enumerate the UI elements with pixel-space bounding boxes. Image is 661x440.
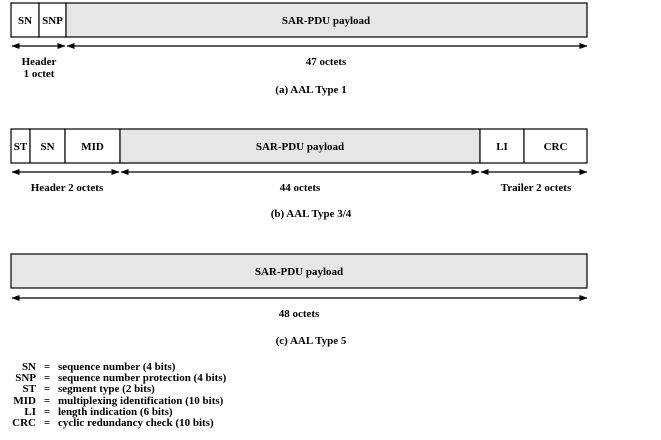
type34-header-dimension-label: Header 2 octets (30, 182, 104, 194)
type34-li-label: LI (496, 141, 508, 153)
legend-abbr: LI (24, 405, 36, 418)
aal-type5-diagram (11, 254, 587, 347)
legend-description: multiplexing identification (10 bits) (58, 394, 224, 407)
aal-type34-diagram (11, 129, 587, 220)
type1-caption: (a) AAL Type 1 (275, 84, 347, 96)
type34-sn-label: SN (40, 141, 55, 153)
aal-type1-diagram (11, 3, 587, 96)
legend-equals: = (43, 417, 51, 430)
legend-abbr: SNP (15, 372, 36, 385)
type34-trailer-dimension-label: Trailer 2 octets (500, 182, 572, 194)
legend-description: length indication (6 bits) (58, 405, 173, 418)
legend-equals: = (43, 361, 51, 373)
legend-equals: = (43, 405, 51, 418)
type1-sn-label: SN (17, 15, 33, 27)
legend-equals: = (43, 394, 51, 407)
type34-st-label: ST (13, 141, 28, 153)
type34-payload-dimension-label: 44 octets (279, 182, 321, 194)
legend-abbr: SN (21, 361, 36, 373)
legend-description: sequence number protection (4 bits) (58, 372, 227, 385)
legend-equals: = (43, 383, 51, 396)
legend-abbr: MID (13, 394, 36, 407)
type1-payload-dimension-label: 47 octets (305, 56, 347, 68)
type34-mid-label: MID (81, 141, 104, 153)
type34-payload-label: SAR-PDU payload (255, 141, 345, 153)
legend-abbr: ST (22, 383, 36, 396)
type1-header-size-label: 1 octet (23, 68, 55, 80)
type34-caption: (b) AAL Type 3/4 (270, 208, 352, 220)
legend-item-crc (4, 418, 304, 429)
legend-description: cyclic redundancy check (10 bits) (58, 417, 214, 430)
type1-payload-label: SAR-PDU payload (281, 15, 371, 27)
legend-item-st (4, 384, 304, 395)
type1-snp-label: SNP (42, 15, 63, 27)
legend-equals: = (43, 372, 51, 385)
type5-payload-dimension-label: 48 octets (278, 308, 320, 320)
type5-payload-label: SAR-PDU payload (254, 266, 344, 278)
type5-caption: (c) AAL Type 5 (275, 335, 347, 347)
legend-abbr: CRC (12, 417, 36, 430)
legend-description: sequence number (4 bits) (58, 361, 176, 373)
type1-header-dimension-label: Header (21, 56, 57, 68)
abbreviation-legend (4, 362, 304, 429)
type34-crc-label: CRC (543, 141, 568, 153)
legend-description: segment type (2 bits) (58, 383, 155, 396)
